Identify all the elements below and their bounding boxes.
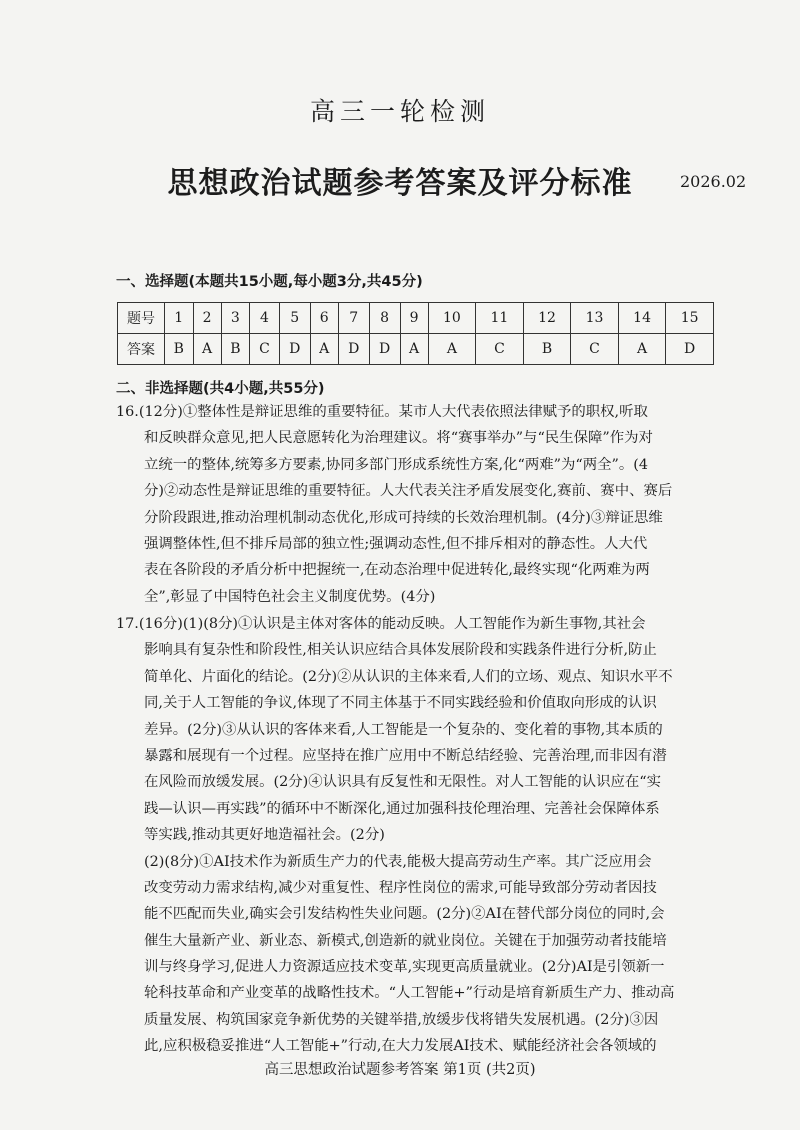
exam-name: 高三一轮检测 [309, 97, 490, 126]
page-footer: 高三思想政治试题参考答案 第1页 (共2页) [264, 1062, 536, 1078]
question-number: 8 [369, 303, 400, 334]
question-number: 1 [165, 303, 194, 334]
question-number: 7 [338, 303, 369, 334]
question-number: 10 [428, 303, 476, 334]
text-line: 能不匹配而失业,确实会引发结构性失业问题。(2分)②AI在替代部分岗位的同时,会 [144, 906, 665, 923]
page-title: 思想政治试题参考答案及评分标准 [167, 166, 633, 201]
answer-cell: D [369, 334, 400, 365]
answer-cell: B [221, 334, 250, 365]
exam-date: 2026.02 [680, 172, 747, 191]
text-line: 分)②动态性是辩证思维的重要特征。人大代表关注矛盾发展变化,赛前、赛中、赛后 [144, 483, 673, 500]
text-line: 立统一的整体,统筹多方要素,协同多部门形成系统性方案,化“两难”为“两全”。(4 [144, 456, 649, 473]
text-line: 质量发展、构筑国家竞争新优势的关键举措,放缓步伐将错失发展机遇。(2分)③因 [144, 1011, 659, 1028]
text-line: 强调整体性,但不排斥局部的独立性;强调动态性,但不排斥相对的静态性。人大代 [144, 535, 648, 552]
answer-cell: B [165, 334, 194, 365]
question-number: 5 [279, 303, 310, 334]
question-number: 15 [666, 303, 714, 334]
answer-cell: A [193, 334, 221, 365]
answer-cell: D [279, 334, 310, 365]
answer-cell: C [476, 334, 524, 365]
text-line: 在风险而放缓发展。(2分)④认识具有反复性和无限性。对人工智能的认识应在“实 [144, 774, 662, 791]
question-number: 14 [618, 303, 666, 334]
question-number: 3 [221, 303, 250, 334]
answer-table [117, 302, 714, 365]
answer-cell: A [310, 334, 338, 365]
text-line: 此,应积极稳妥推进“人工智能+”行动,在大力发展AI技术、赋能经济社会各领域的 [144, 1038, 657, 1055]
table-row-answers [118, 334, 714, 365]
text-line: 影响具有复杂性和阶段性,相关认识应结合具体发展阶段和实践条件进行分析,防止 [144, 642, 657, 659]
answer-cell: D [666, 334, 714, 365]
row-label-number: 题号 [118, 303, 165, 334]
question-number: 6 [310, 303, 338, 334]
answer-cell: D [338, 334, 369, 365]
answer-cell: A [400, 334, 428, 365]
text-line: 训与终身学习,促进人力资源适应技术变革,实现更高质量就业。(2分)AI是引领新一 [144, 959, 665, 976]
question-number: 11 [476, 303, 524, 334]
section1-heading: 一、选择题(本题共15小题,每小题3分,共45分) [116, 274, 423, 290]
text-line: 16.(12分)①整体性是辩证思维的重要特征。某市人大代表依照法律赋予的职权,听取 [116, 404, 648, 420]
question-number: 13 [571, 303, 619, 334]
text-line: 暴露和展现有一个过程。应坚持在推广应用中不断总结经验、完善治理,而非因有潜 [144, 747, 667, 764]
text-line: 等实践,推动其更好地造福社会。(2分) [144, 827, 385, 844]
text-line: 轮科技革命和产业变革的战略性技术。“人工智能+”行动是培育新质生产力、推动高 [144, 985, 675, 1002]
text-line: 同,关于人工智能的争议,体现了不同主体基于不同实践经验和价值取向形成的认识 [144, 695, 657, 712]
answer-cell: A [428, 334, 476, 365]
answer-cell: A [618, 334, 666, 365]
text-line: 分阶段跟进,推动治理机制动态优化,形成可持续的长效治理机制。(4分)③辩证思维 [144, 509, 663, 526]
row-label-answer: 答案 [118, 334, 165, 365]
question-number: 2 [193, 303, 221, 334]
text-line: 改变劳动力需求结构,减少对重复性、程序性岗位的需求,可能导致部分劳动者因技 [144, 879, 657, 896]
text-line: 全”,彰显了中国特色社会主义制度优势。(4分) [144, 588, 436, 605]
answer-cell: B [523, 334, 571, 365]
text-line: 17.(16分)(1)(8分)①认识是主体对客体的能动反映。人工智能作为新生事物,其社会 [116, 616, 646, 632]
table-row-numbers [118, 303, 714, 334]
text-line: (2)(8分)①AI技术作为新质生产力的代表,能极大提高劳动生产率。其广泛应用会 [144, 853, 652, 870]
answer-cell: C [250, 334, 280, 365]
text-line: 践—认识—再实践”的循环中不断深化,通过加强科技伦理治理、完善社会保障体系 [144, 800, 660, 817]
question-16-answer [116, 399, 716, 610]
question-number: 9 [400, 303, 428, 334]
text-line: 和反映群众意见,把人民意愿转化为治理建议。将“赛事举办”与“民生保障”作为对 [144, 430, 653, 447]
text-line: 差异。(2分)③从认识的客体来看,人工智能是一个复杂的、变化着的事物,其本质的 [144, 721, 663, 738]
text-line: 催生大量新产业、新业态、新模式,创造新的就业岗位。关键在于加强劳动者技能培 [144, 932, 667, 949]
answer-cell: C [571, 334, 619, 365]
question-17-answer [116, 611, 716, 1060]
question-number: 4 [250, 303, 280, 334]
section2-heading: 二、非选择题(共4小题,共55分) [116, 381, 325, 397]
text-line: 表在各阶段的矛盾分析中把握统一,在动态治理中促进转化,最终实现“化两难为两 [144, 562, 650, 579]
question-number: 12 [523, 303, 571, 334]
text-line: 简单化、片面化的结论。(2分)②从认识的主体来看,人们的立场、观点、知识水平不 [144, 668, 673, 685]
